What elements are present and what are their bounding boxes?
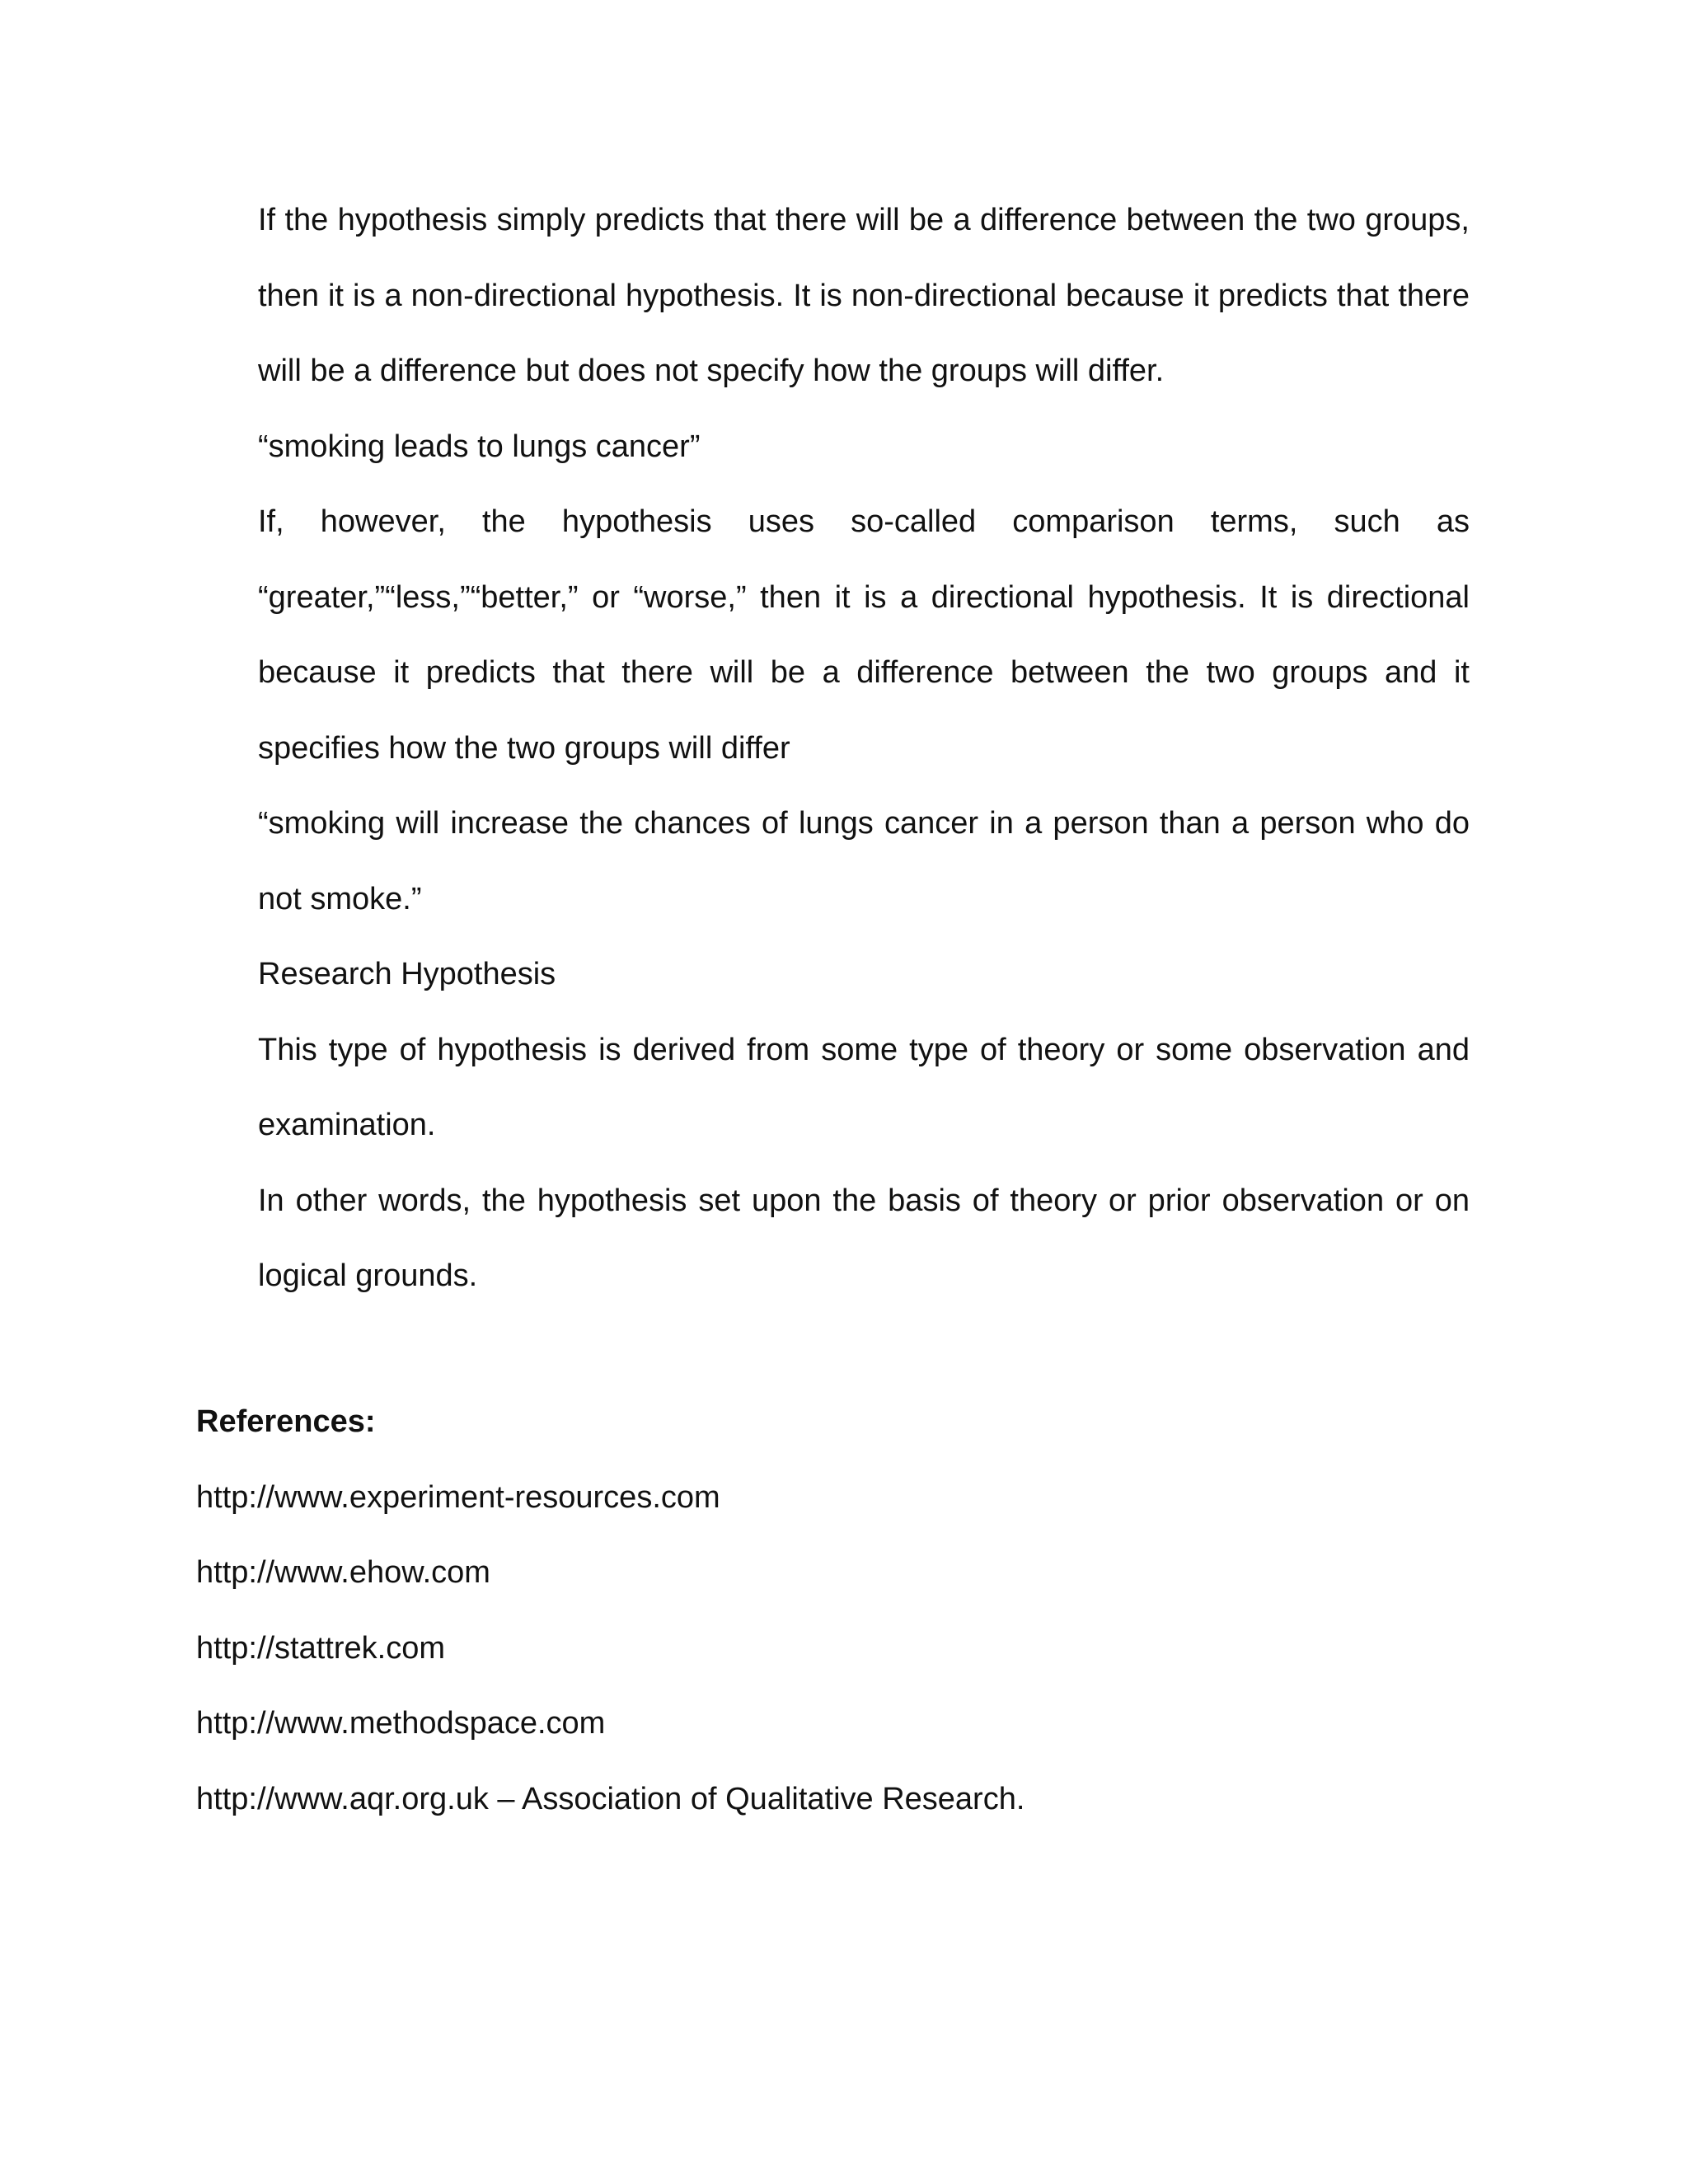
reference-item: http://www.aqr.org.uk – Association of Qualitative Research. [196, 1781, 1025, 1816]
reference-item: http://www.ehow.com [196, 1555, 490, 1590]
quote-example-1: “smoking leads to lungs cancer” [258, 429, 701, 464]
paragraph-other-words: In other words, the hypothesis set upon the basis of theory or prior observation or on logical grounds. [258, 1183, 1470, 1293]
paragraph-non-directional: If the hypothesis simply predicts that there will be a difference between the two groups, then it is a non-directional hypothesis. It is non-directional because it predicts that there will be a difference but does not specify how the groups will differ. [258, 203, 1470, 388]
reference-item: http://www.experiment-resources.com [196, 1479, 720, 1515]
body-text [258, 183, 1470, 1315]
subheading-research-hypothesis: Research Hypothesis [258, 957, 556, 991]
quote-example-2: “smoking will increase the chances of lungs cancer in a person than a person who do not smoke.” [258, 806, 1470, 916]
paragraph-research-hypothesis: This type of hypothesis is derived from some type of theory or some observation and examination. [258, 1032, 1470, 1142]
paragraph-directional: If, however, the hypothesis uses so-called comparison terms, such as “greater,”“less,”“better,” or “worse,” then it is a directional hypothesis. It is directional because it predicts that there will be a difference between the two groups and it specifies how the two groups will differ [258, 504, 1470, 766]
reference-item: http://www.methodspace.com [196, 1706, 606, 1741]
references-section [196, 1385, 1470, 1837]
references-heading: References: [196, 1404, 376, 1439]
reference-item: http://stattrek.com [196, 1630, 445, 1666]
